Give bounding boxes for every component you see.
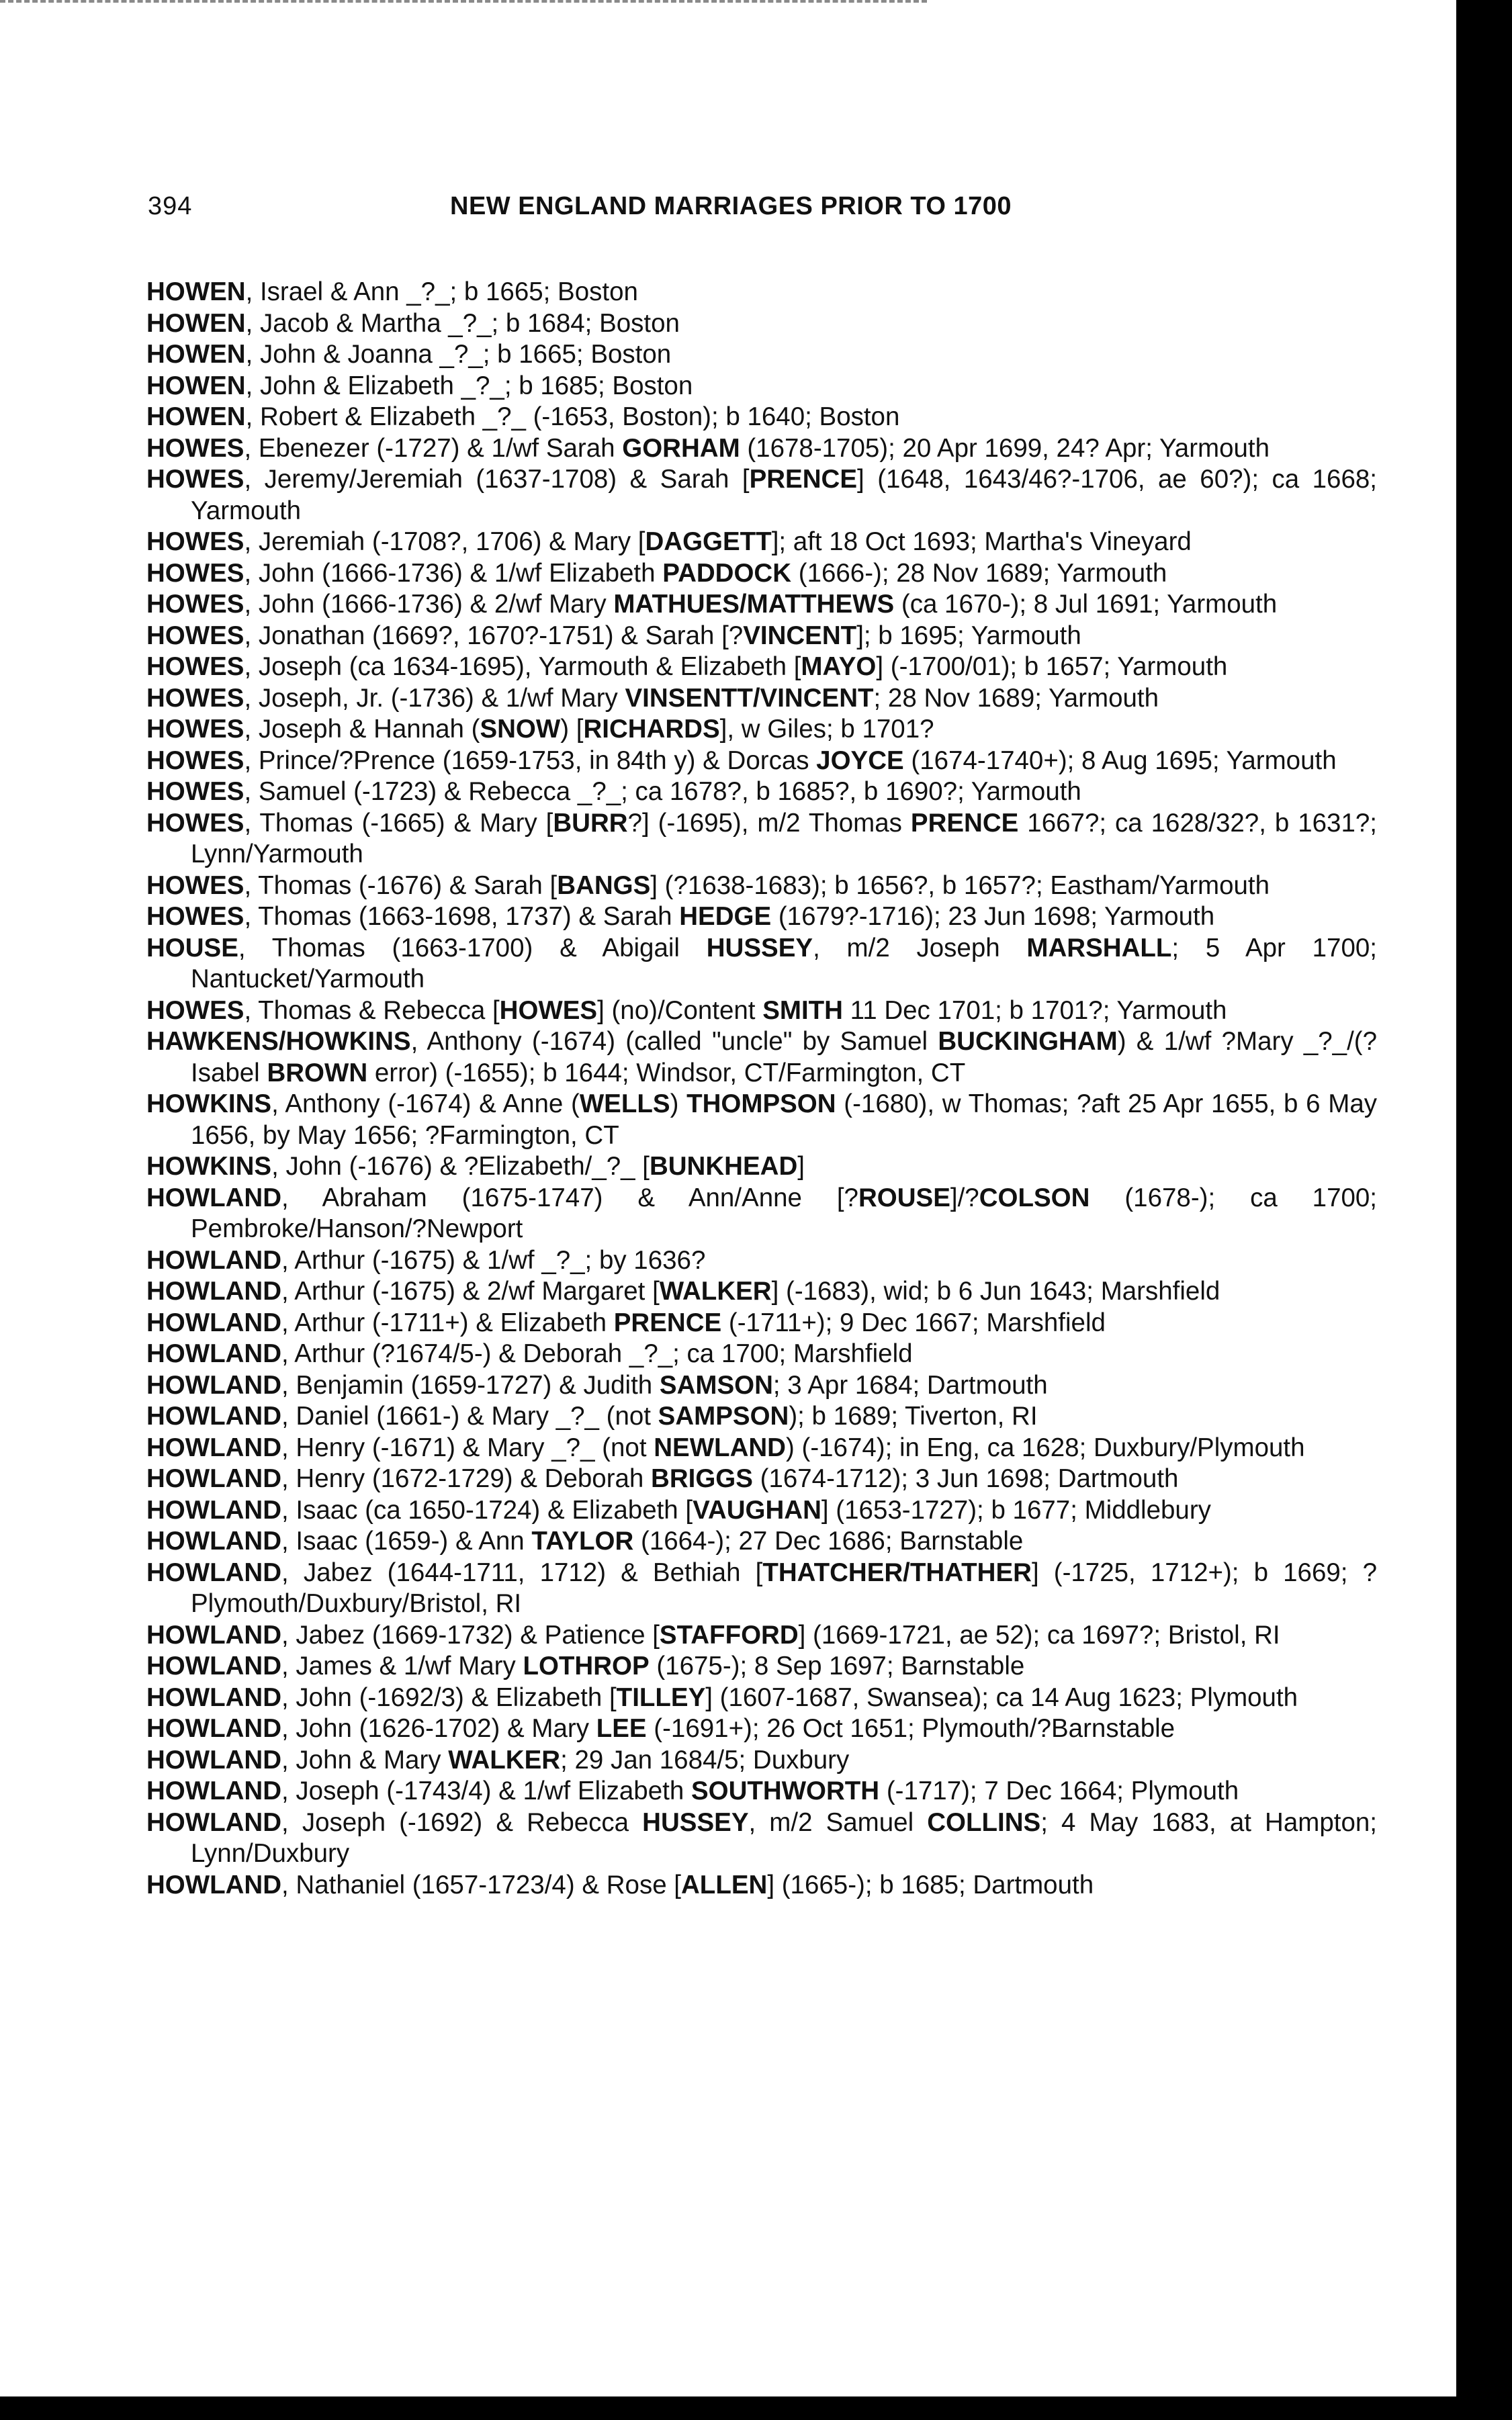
- entry-text: (1675-); 8 Sep 1697; Barnstable: [649, 1652, 1025, 1680]
- entry-text: (1664-); 27 Dec 1686; Barnstable: [633, 1527, 1024, 1556]
- entry-text: , Thomas (-1665) & Mary [: [244, 808, 553, 838]
- entry-text: ] (-1683), wid; b 6 Jun 1643; Marshfield: [771, 1277, 1220, 1306]
- page-header: [148, 192, 1377, 232]
- entry-surname: VINSENTT/VINCENT: [625, 683, 874, 713]
- entry-surname: COLLINS: [927, 1807, 1041, 1837]
- entry-surname: SMITH: [762, 995, 843, 1025]
- entry-text: , Joseph & Hannah (: [244, 715, 480, 744]
- entry-text: , Isaac (ca 1650-1724) & Elizabeth [: [281, 1495, 693, 1525]
- entry-surname: BRIGGS: [651, 1464, 753, 1493]
- entry-text: (1679?-1716); 23 Jun 1698; Yarmouth: [771, 902, 1215, 931]
- entry-surname: HOWLAND: [146, 1464, 282, 1493]
- entry-text: ]; b 1695; Yarmouth: [856, 621, 1081, 650]
- entry-surname: HOWES: [146, 902, 244, 931]
- entry-text: , m/2 Samuel: [748, 1807, 928, 1837]
- marriage-entry: [146, 1464, 1377, 1495]
- entry-surname: HOWEN: [146, 402, 246, 431]
- entry-text: ] (1665-); b 1685; Dartmouth: [767, 1870, 1094, 1899]
- marriage-entry: [146, 933, 1377, 995]
- entry-text: ] (1648, 1643/46?-1706, ae 60?); ca 1668; Yarmouth: [191, 465, 1377, 525]
- entry-text: , John (1666-1736) & 2/wf Mary: [244, 590, 614, 619]
- entry-text: , Jonathan (1669?, 1670?-1751) & Sarah [?: [244, 621, 744, 650]
- entry-text: , John (-1692/3) & Elizabeth [: [281, 1683, 617, 1712]
- entry-text: , Jabez (1669-1732) & Patience [: [281, 1620, 660, 1650]
- entry-text: , John (-1676) & ?Elizabeth/_?_ [: [271, 1152, 650, 1181]
- marriage-entry: [146, 808, 1377, 870]
- entry-surname: BROWN: [267, 1058, 368, 1087]
- marriage-entry: [146, 433, 1377, 465]
- entry-text: ]: [797, 1152, 805, 1181]
- entry-surname: ROUSE: [858, 1183, 950, 1212]
- entry-surname: HOWES: [146, 621, 244, 650]
- marriage-entry: [146, 371, 1377, 402]
- entry-text: ] (1669-1721, ae 52); ca 1697?; Bristol, RI: [798, 1620, 1280, 1650]
- entry-text: , Thomas (1663-1700) & Abigail: [238, 933, 707, 962]
- marriage-entry: [146, 714, 1377, 746]
- entry-surname: MARSHALL: [1026, 933, 1172, 962]
- entry-surname: HOWEN: [146, 308, 246, 338]
- entry-surname: HOWES: [499, 995, 598, 1025]
- entry-surname: HOWLAND: [146, 1620, 282, 1650]
- entry-surname: PADDOCK: [662, 558, 792, 588]
- marriage-entry: [146, 1339, 1377, 1370]
- entry-surname: BURR: [553, 808, 628, 838]
- entry-text: (-1691+); 26 Oct 1651; Plymouth/?Barnstable: [646, 1714, 1175, 1743]
- marriage-entry: [146, 1807, 1377, 1870]
- entry-surname: HOWES: [146, 777, 244, 806]
- marriage-entry: [146, 1433, 1377, 1464]
- entry-surname: SOUTHWORTH: [691, 1777, 880, 1805]
- entry-text: ) & 1/wf ?Mary _?_/(?Isabel: [191, 1027, 1377, 1087]
- entry-text: ] (1653-1727); b 1677; Middlebury: [821, 1495, 1211, 1525]
- entry-surname: HOWLAND: [146, 1807, 282, 1837]
- entry-surname: HOWES: [146, 995, 244, 1025]
- entry-surname: HOWES: [146, 870, 244, 900]
- entry-surname: JOYCE: [816, 746, 904, 775]
- entry-surname: HOWES: [146, 683, 244, 713]
- marriage-entry: [146, 558, 1377, 590]
- marriage-entry: [146, 1370, 1377, 1402]
- top-edge-rule: [0, 0, 927, 3]
- entry-surname: HAWKENS/HOWKINS: [146, 1027, 411, 1056]
- entry-text: , Arthur (-1675) & 1/wf _?_; by 1636?: [281, 1245, 706, 1275]
- entry-surname: HOWES: [146, 590, 244, 619]
- entry-surname: MAYO: [801, 652, 877, 681]
- entry-surname: HOWLAND: [146, 1652, 282, 1680]
- entry-surname: TAYLOR: [531, 1527, 634, 1556]
- entry-surname: WELLS: [579, 1089, 670, 1118]
- entry-text: ); b 1689; Tiverton, RI: [789, 1402, 1038, 1431]
- entry-surname: HOWES: [146, 465, 244, 494]
- entry-surname: HOWEN: [146, 277, 246, 306]
- entry-text: ) (-1674); in Eng, ca 1628; Duxbury/Plymouth: [785, 1433, 1305, 1462]
- entry-surname: HOWLAND: [146, 1277, 282, 1306]
- entry-surname: LEE: [596, 1714, 647, 1743]
- entry-text: (-1717); 7 Dec 1664; Plymouth: [879, 1777, 1239, 1805]
- entry-surname: PRENCE: [910, 808, 1019, 838]
- entry-text: , John & Joanna _?_; b 1665; Boston: [245, 340, 672, 369]
- entry-surname: HOWEN: [146, 371, 246, 400]
- entry-text: , Isaac (1659-) & Ann: [281, 1527, 532, 1556]
- entry-text: , Arthur (-1675) & 2/wf Margaret [: [281, 1277, 660, 1306]
- entry-text: ; 28 Nov 1689; Yarmouth: [873, 683, 1159, 713]
- marriage-entry: [146, 589, 1377, 621]
- marriage-entry: [146, 1026, 1377, 1089]
- entry-surname: HOWES: [146, 527, 244, 556]
- entry-text: , Ebenezer (-1727) & 1/wf Sarah: [244, 433, 623, 463]
- entry-surname: HOWLAND: [146, 1308, 282, 1337]
- entry-surname: SNOW: [480, 715, 561, 744]
- entry-text: error) (-1655); b 1644; Windsor, CT/Farmington, CT: [367, 1058, 966, 1087]
- page-number: 394: [148, 192, 193, 220]
- entry-text: , Henry (1672-1729) & Deborah: [281, 1464, 652, 1493]
- marriage-entry: [146, 901, 1377, 933]
- entry-surname: HOWLAND: [146, 1527, 282, 1556]
- entry-text: , John & Mary: [281, 1745, 449, 1775]
- entry-surname: HUSSEY: [706, 933, 813, 962]
- entry-surname: ALLEN: [681, 1870, 768, 1899]
- entry-text: , Joseph, Jr. (-1736) & 1/wf Mary: [244, 683, 625, 713]
- marriage-entry: [146, 464, 1377, 527]
- entry-text: ; 4 May 1683, at Hampton; Lynn/Duxbury: [191, 1807, 1377, 1868]
- entry-text: 11 Dec 1701; b 1701?; Yarmouth: [842, 995, 1227, 1025]
- entry-text: (1666-); 28 Nov 1689; Yarmouth: [791, 558, 1167, 588]
- entry-surname: LOTHROP: [523, 1652, 650, 1680]
- marriage-entry: [146, 1870, 1377, 1901]
- entry-surname: HOWLAND: [146, 1245, 282, 1275]
- entry-surname: GORHAM: [622, 433, 740, 463]
- entry-text: ] (no)/Content: [597, 995, 763, 1025]
- entry-text: , Joseph (ca 1634-1695), Yarmouth & Elizabeth [: [244, 652, 801, 681]
- marriage-entry: [146, 339, 1377, 371]
- marriage-entry: [146, 1276, 1377, 1308]
- marriage-entry: [146, 683, 1377, 715]
- marriage-entry: [146, 1495, 1377, 1527]
- entry-text: ) [: [560, 715, 584, 744]
- entry-surname: HOWLAND: [146, 1370, 282, 1400]
- entry-surname: BUCKINGHAM: [938, 1027, 1118, 1056]
- entry-surname: HUSSEY: [642, 1807, 749, 1837]
- entry-surname: VINCENT: [743, 621, 857, 650]
- entry-surname: HOWLAND: [146, 1683, 282, 1712]
- entry-surname: WALKER: [448, 1745, 561, 1775]
- marriage-entry: [146, 1713, 1377, 1745]
- entry-surname: DAGGETT: [645, 527, 772, 556]
- entry-surname: HOWES: [146, 652, 244, 681]
- entry-text: , Jeremy/Jeremiah (1637-1708) & Sarah [: [244, 465, 750, 494]
- marriage-entry: [146, 1401, 1377, 1433]
- entry-surname: HOUSE: [146, 933, 238, 962]
- marriage-entry: [146, 1151, 1377, 1183]
- marriage-entry: [146, 776, 1377, 808]
- entry-surname: HOWLAND: [146, 1714, 282, 1743]
- entry-text: ]/?: [950, 1183, 979, 1212]
- entry-text: 1667?; ca 1628/32?, b 1631?; Lynn/Yarmouth: [191, 808, 1377, 868]
- entry-surname: PRENCE: [749, 465, 858, 494]
- entry-text: , m/2 Joseph: [813, 933, 1027, 962]
- entry-text: , John (1666-1736) & 1/wf Elizabeth: [244, 558, 663, 588]
- entry-text: , Anthony (-1674) & Anne (: [271, 1089, 580, 1118]
- entry-surname: BUNKHEAD: [649, 1152, 798, 1181]
- entry-text: ] (-1725, 1712+); b 1669; ?Plymouth/Duxbury/Bristol, RI: [191, 1558, 1377, 1618]
- entry-surname: HOWEN: [146, 340, 246, 369]
- entry-text: ; 3 Apr 1684; Dartmouth: [772, 1370, 1048, 1400]
- entry-surname: BANGS: [557, 870, 651, 900]
- entry-surname: HOWLAND: [146, 1745, 282, 1775]
- entry-text: , John (1626-1702) & Mary: [281, 1714, 596, 1743]
- entry-text: ?] (-1695), m/2 Thomas: [627, 808, 911, 838]
- entry-surname: HOWLAND: [146, 1183, 282, 1212]
- entry-surname: HOWKINS: [146, 1152, 272, 1181]
- entry-text: , James & 1/wf Mary: [281, 1652, 523, 1680]
- entry-surname: HOWKINS: [146, 1089, 272, 1118]
- marriage-entry: [146, 746, 1377, 777]
- entry-surname: NEWLAND: [654, 1433, 786, 1462]
- entry-surname: HOWES: [146, 715, 244, 744]
- marriage-entry: [146, 277, 1377, 308]
- entry-text: , Jacob & Martha _?_; b 1684; Boston: [245, 308, 680, 338]
- marriage-entry: [146, 1245, 1377, 1277]
- entry-text: , Joseph (-1743/4) & 1/wf Elizabeth: [281, 1777, 691, 1805]
- entry-text: , Daniel (1661-) & Mary _?_ (not: [281, 1402, 658, 1431]
- running-title: NEW ENGLAND MARRIAGES PRIOR TO 1700: [450, 192, 1012, 220]
- entry-surname: HOWLAND: [146, 1402, 282, 1431]
- entry-text: (ca 1670-); 8 Jul 1691; Yarmouth: [894, 590, 1278, 619]
- entry-text: ], w Giles; b 1701?: [719, 715, 934, 744]
- entry-surname: HOWES: [146, 433, 244, 463]
- marriage-entry: [146, 1683, 1377, 1714]
- marriage-entry: [146, 1183, 1377, 1245]
- marriage-entry: [146, 402, 1377, 433]
- marriage-entry: [146, 1745, 1377, 1777]
- marriage-entry: [146, 308, 1377, 340]
- entry-surname: SAMPSON: [658, 1402, 789, 1431]
- entry-surname: HOWLAND: [146, 1433, 282, 1462]
- entry-text: , Robert & Elizabeth _?_ (-1653, Boston); b 1640; Boston: [245, 402, 900, 431]
- entry-text: ]; aft 18 Oct 1693; Martha's Vineyard: [771, 527, 1192, 556]
- entry-surname: THATCHER/THATHER: [762, 1558, 1032, 1587]
- entry-surname: WALKER: [659, 1277, 772, 1306]
- entry-text: (-1711+); 9 Dec 1667; Marshfield: [721, 1308, 1106, 1337]
- entry-text: , Thomas (1663-1698, 1737) & Sarah: [244, 902, 680, 931]
- marriage-entry: [146, 621, 1377, 652]
- entry-surname: HOWLAND: [146, 1777, 282, 1805]
- marriage-entry: [146, 527, 1377, 558]
- entry-text: , Jabez (1644-1711, 1712) & Bethiah [: [281, 1558, 763, 1587]
- entry-surname: HOWES: [146, 558, 244, 588]
- marriage-entry: [146, 1776, 1377, 1807]
- marriage-entry-list: [146, 277, 1377, 1901]
- entry-surname: RICHARDS: [583, 715, 720, 744]
- entry-text: ] (1607-1687, Swansea); ca 14 Aug 1623; Plymouth: [705, 1683, 1298, 1712]
- entry-text: , Abraham (1675-1747) & Ann/Anne [?: [281, 1183, 858, 1212]
- entry-surname: HOWLAND: [146, 1558, 282, 1587]
- marriage-entry: [146, 995, 1377, 1027]
- entry-surname: SAMSON: [659, 1370, 773, 1400]
- entry-text: ] (?1638-1683); b 1656?, b 1657?; Eastham/Yarmouth: [650, 870, 1270, 900]
- marriage-entry: [146, 870, 1377, 902]
- marriage-entry: [146, 1558, 1377, 1620]
- entry-text: , Thomas & Rebecca [: [244, 995, 500, 1025]
- entry-text: , Benjamin (1659-1727) & Judith: [281, 1370, 660, 1400]
- entry-surname: PRENCE: [613, 1308, 722, 1337]
- entry-text: , John & Elizabeth _?_; b 1685; Boston: [245, 371, 693, 400]
- entry-text: (1678-1705); 20 Apr 1699, 24? Apr; Yarmouth: [740, 433, 1270, 463]
- entry-surname: HOWLAND: [146, 1339, 282, 1368]
- entry-surname: TILLEY: [616, 1683, 706, 1712]
- marriage-entry: [146, 1526, 1377, 1558]
- entry-text: ] (-1700/01); b 1657; Yarmouth: [876, 652, 1228, 681]
- entry-surname: HOWES: [146, 808, 244, 838]
- entry-text: ; 5 Apr 1700; Nantucket/Yarmouth: [191, 933, 1377, 993]
- entry-text: (1674-1712); 3 Jun 1698; Dartmouth: [752, 1464, 1179, 1493]
- entry-text: , Thomas (-1676) & Sarah [: [244, 870, 558, 900]
- entry-text: ; 29 Jan 1684/5; Duxbury: [560, 1745, 850, 1775]
- entry-text: , Anthony (-1674) (called "uncle" by Samuel: [410, 1027, 938, 1056]
- entry-surname: HOWES: [146, 746, 244, 775]
- entry-surname: VAUGHAN: [693, 1495, 821, 1525]
- entry-text: , Arthur (-1711+) & Elizabeth: [281, 1308, 614, 1337]
- entry-surname: COLSON: [979, 1183, 1090, 1212]
- entry-text: , Samuel (-1723) & Rebecca _?_; ca 1678?, b 1685?, b 1690?; Yarmouth: [244, 777, 1081, 806]
- entry-text: , Jeremiah (-1708?, 1706) & Mary [: [244, 527, 646, 556]
- entry-surname: THOMPSON: [686, 1089, 836, 1118]
- entry-text: , Arthur (?1674/5-) & Deborah _?_; ca 1700; Marshfield: [281, 1339, 913, 1368]
- entry-surname: HEDGE: [679, 902, 772, 931]
- entry-text: , Henry (-1671) & Mary _?_ (not: [281, 1433, 654, 1462]
- marriage-entry: [146, 1089, 1377, 1151]
- marriage-entry: [146, 1308, 1377, 1339]
- marriage-entry: [146, 1620, 1377, 1652]
- entry-text: , Israel & Ann _?_; b 1665; Boston: [245, 277, 638, 306]
- entry-surname: MATHUES/MATTHEWS: [613, 590, 895, 619]
- marriage-entry: [146, 652, 1377, 683]
- entry-text: (-1680), w Thomas; ?aft 25 Apr 1655, b 6 May 1656, by May 1656; ?Farmington, CT: [191, 1089, 1377, 1150]
- entry-text: , Prince/?Prence (1659-1753, in 84th y) & Dorcas: [244, 746, 817, 775]
- entry-text: (1674-1740+); 8 Aug 1695; Yarmouth: [903, 746, 1337, 775]
- marriage-entry: [146, 1651, 1377, 1683]
- entry-text: (1678-); ca 1700; Pembroke/Hanson/?Newport: [191, 1183, 1378, 1243]
- entry-text: , Nathaniel (1657-1723/4) & Rose [: [281, 1870, 681, 1899]
- entry-surname: HOWLAND: [146, 1495, 282, 1525]
- entry-text: , Joseph (-1692) & Rebecca: [281, 1807, 643, 1837]
- entry-surname: STAFFORD: [659, 1620, 799, 1650]
- entry-text: ): [670, 1089, 687, 1118]
- entry-surname: HOWLAND: [146, 1870, 282, 1899]
